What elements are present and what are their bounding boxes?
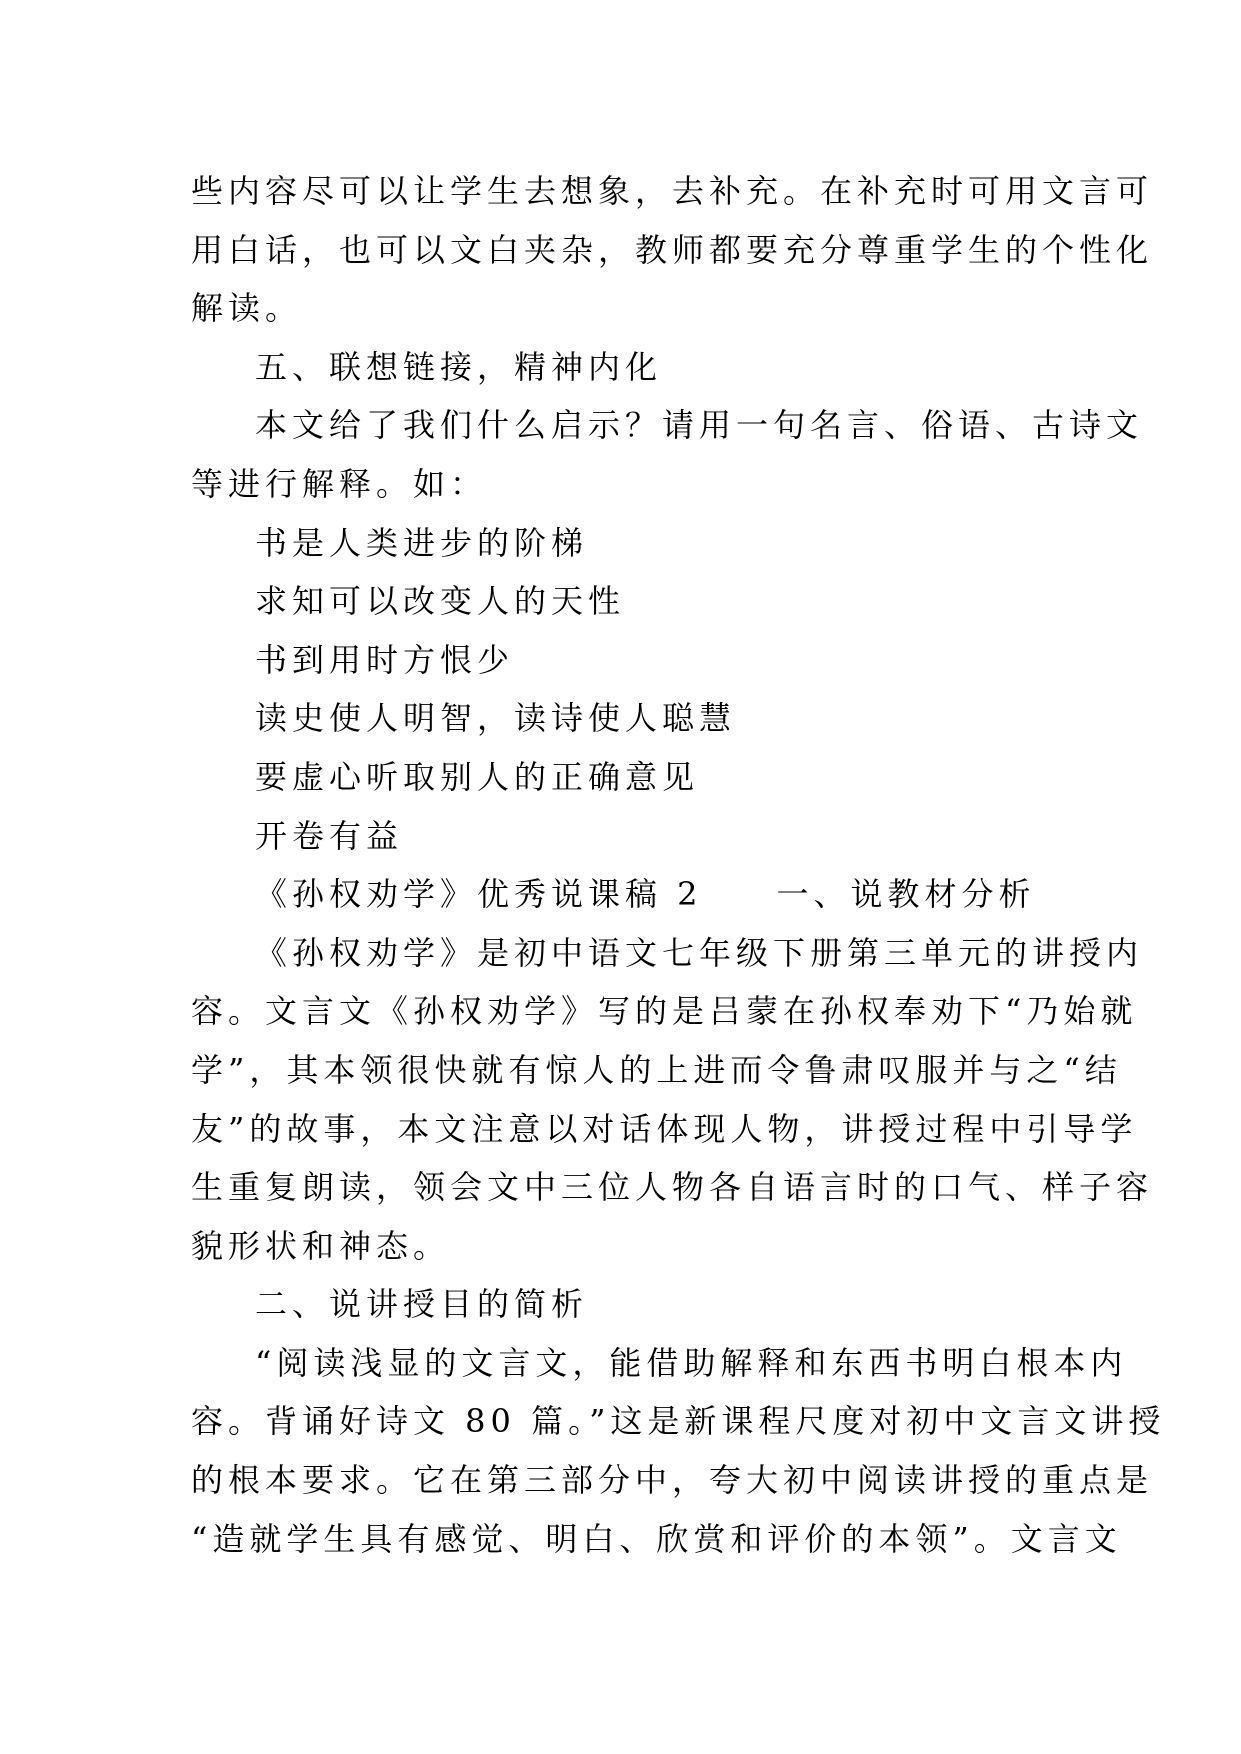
quote-item: 要虚心听取别人的正确意见 [255, 757, 700, 796]
text-line: 学”，其本领很快就有惊人的上进而令鲁肃叹服并与之“结 [191, 1050, 1122, 1089]
document-body [191, 162, 1166, 1568]
quote-item: 书到用时方恨少 [255, 640, 515, 679]
text-line: 《孙权劝学》是初中语文七年级下册第三单元的讲授内 [255, 933, 1144, 972]
text-line: 些内容尽可以让学生去想象，去补充。在补充时可用文言可 [191, 172, 1154, 210]
text-line: “阅读浅显的文言文，能借助解释和东西书明白根本内 [255, 1343, 1128, 1382]
text-line: 貌形状和神态。 [191, 1226, 451, 1265]
text-line: 解读。 [191, 289, 303, 328]
text-line: 友”的故事，本文注意以对话体现人物，讲授过程中引导学 [191, 1109, 1138, 1148]
text-line: 生重复朗读，领会文中三位人物各自语言时的口气、样子容 [191, 1168, 1154, 1207]
quote-item: 书是人类进步的阶梯 [255, 523, 589, 562]
quote-item: 读史使人明智，读诗使人聪慧 [255, 699, 737, 738]
section-heading: 二、说讲授目的简析 [255, 1285, 589, 1324]
quote-item: 求知可以改变人的天性 [255, 582, 626, 621]
text-line: 本文给了我们什么启示？请用一句名言、俗语、古诗文 [255, 406, 1144, 445]
text-line: 容。文言文《孙权劝学》写的是吕蒙在孙权奉劝下“乃始就 [191, 992, 1138, 1031]
text-line: “造就学生具有感觉、明白、欣赏和评价的本领”。文言文 [191, 1519, 1122, 1558]
document-subtitle: 《孙权劝学》优秀说课稿 2 一、说教材分析 [255, 875, 1036, 914]
text-line: 的根本要求。它在第三部分中，夸大初中阅读讲授的重点是 [191, 1461, 1154, 1500]
section-heading: 五、联想链接，精神内化 [255, 347, 663, 386]
text-line: 等进行解释。如： [191, 464, 488, 503]
quote-item: 开卷有益 [255, 816, 404, 855]
text-line: 用白话，也可以文白夹杂，教师都要充分尊重学生的个性化 [191, 230, 1154, 269]
text-line: 容。背诵好诗文 80 篇。”这是新课程尺度对初中文言文讲授 [191, 1402, 1166, 1441]
